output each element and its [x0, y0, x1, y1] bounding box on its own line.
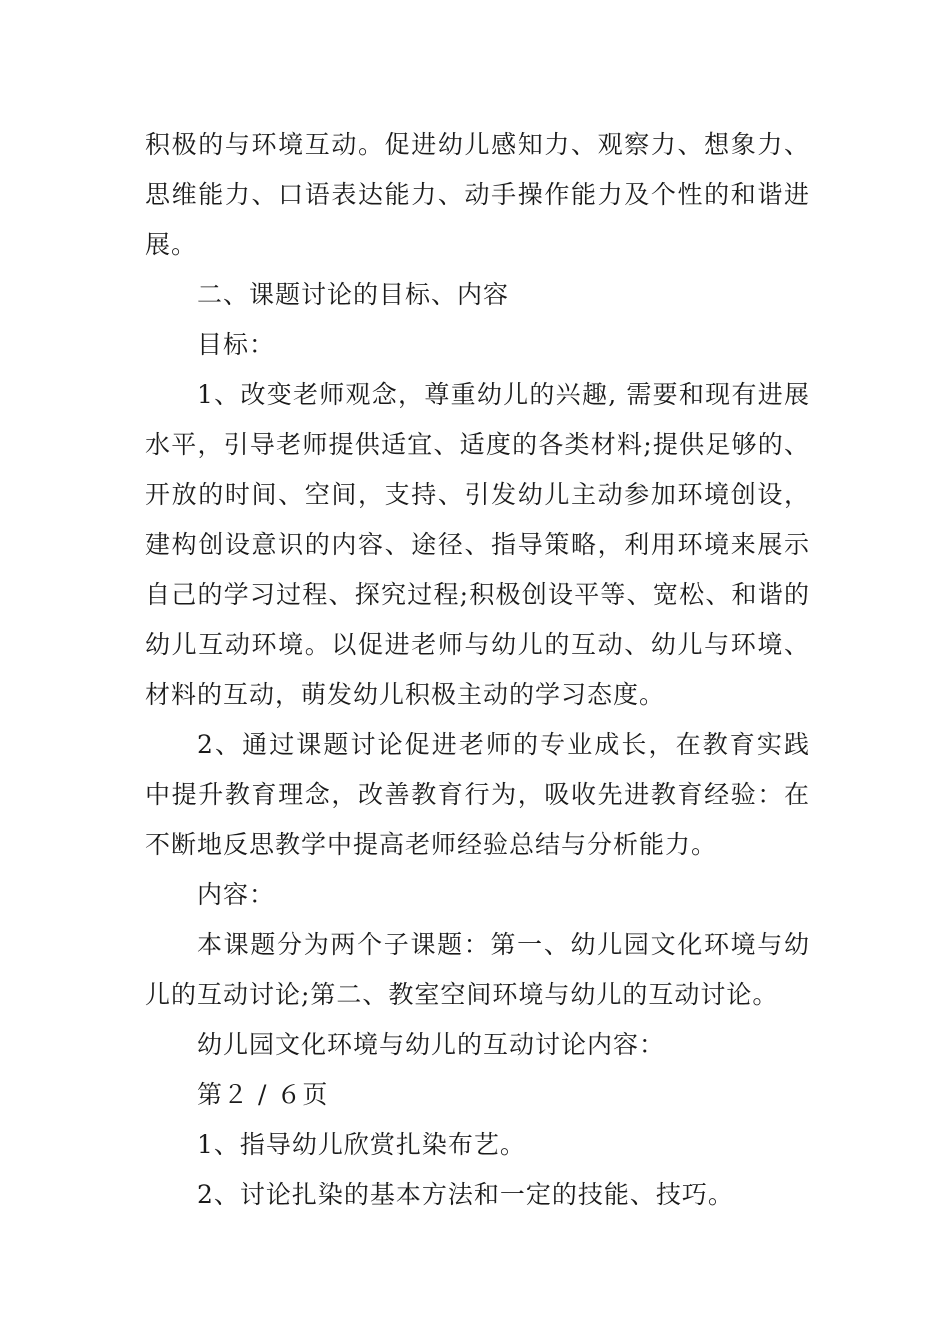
- subheading-objectives: 目标：: [197, 330, 276, 359]
- content-paragraph-culture-environment: 幼儿园文化环境与幼儿的互动讨论内容：: [197, 1030, 666, 1059]
- section-heading-objectives-content: 二、课题讨论的目标、内容: [197, 280, 510, 309]
- content-item-1: 1、指导幼儿欣赏扎染布艺。: [197, 1130, 526, 1159]
- objective-item-1: 1、改变老师观念，尊重幼儿的兴趣, 需要和现有进展水平，引导老师提供适宜、适度的各类材料;提供足够的、开放的时间、空间，支持、引发幼儿主动参加环境创设，建构创设意识的内容、途径、指导策略，利用环境来展示自己的学习过程、探究过程;积极创设平等、宽松、和谐的幼儿互动环境。以促进老师与幼儿的互动、幼儿与环境、材料的互动，萌发幼儿积极主动的学习态度。: [145, 380, 810, 709]
- document-body: [145, 120, 810, 1220]
- paragraph-continuation: 积极的与环境互动。促进幼儿感知力、观察力、想象力、思维能力、口语表达能力、动手操作能力及个性的和谐进展。: [145, 130, 810, 259]
- content-item-2: 2、讨论扎染的基本方法和一定的技能、技巧。: [197, 1180, 734, 1209]
- subheading-content: 内容：: [197, 880, 276, 909]
- page-number: 第２ / ６页: [197, 1080, 329, 1109]
- objective-item-2: 2、通过课题讨论促进老师的专业成长，在教育实践中提升教育理念，改善教育行为，吸收先进教育经验：在不断地反思教学中提高老师经验总结与分析能力。: [145, 730, 810, 859]
- content-paragraph-subtopics: 本课题分为两个子课题：第一、幼儿园文化环境与幼儿的互动讨论;第二、教室空间环境与幼儿的互动讨论。: [145, 930, 810, 1009]
